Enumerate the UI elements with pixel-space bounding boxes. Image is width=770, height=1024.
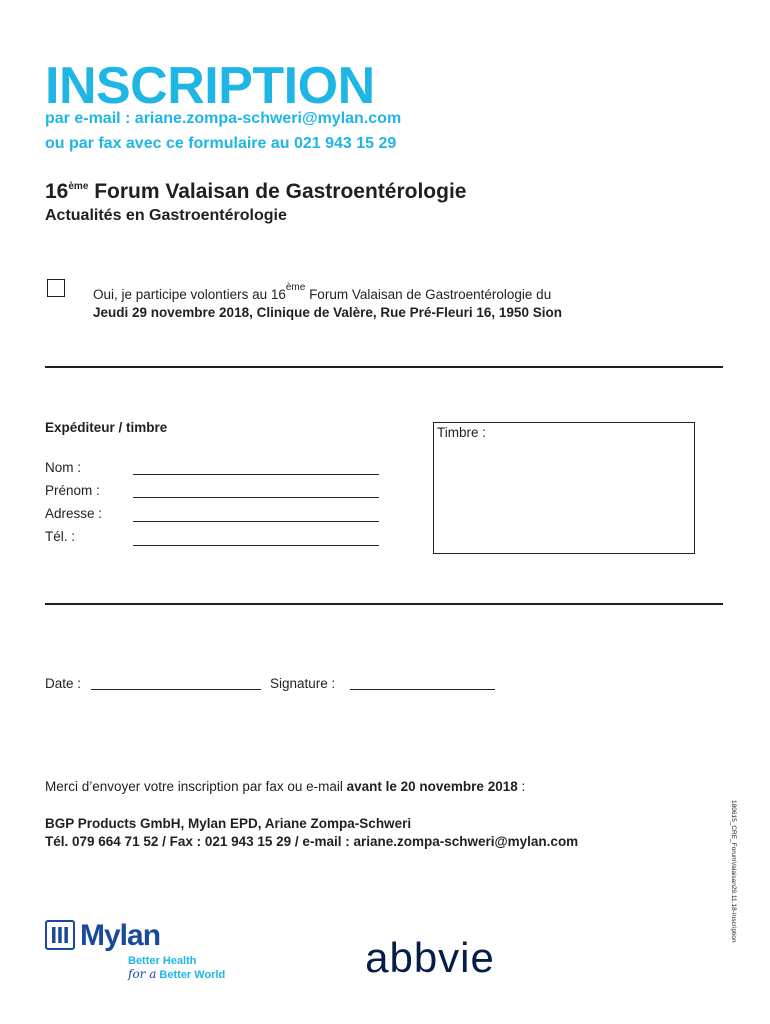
stamp-box [433, 422, 695, 554]
document-code: 180615_CRE_ForumValaisan29.11.18-Inscription [730, 800, 737, 943]
stamp-label: Timbre : [437, 425, 487, 440]
date-field[interactable] [91, 689, 261, 690]
event-details: Jeudi 29 novembre 2018, Clinique de Valère, Rue Pré-Fleuri 16, 1950 Sion [93, 305, 562, 320]
form-title: INSCRIPTION [45, 57, 375, 115]
participation-superscript: ème [285, 282, 306, 293]
adresse-label: Adresse : [45, 506, 103, 521]
deadline: avant le 20 novembre 2018 [346, 779, 518, 794]
signature-field[interactable] [350, 689, 495, 690]
event-number: 16 [45, 180, 69, 203]
adresse-field[interactable] [133, 521, 379, 522]
nom-field[interactable] [133, 474, 379, 475]
contact-company: BGP Products GmbH, Mylan EPD, Ariane Zompa-Schweri [45, 816, 412, 831]
participation-text-prefix: Oui, je participe volontiers au 16 [93, 287, 286, 302]
mylan-tagline-italic: for a [128, 967, 157, 981]
fax-instruction: ou par fax avec ce formulaire au 021 943 15 29 [45, 135, 397, 152]
event-superscript: ème [68, 181, 89, 192]
divider [45, 603, 723, 605]
email-instruction: par e-mail : ariane.zompa-schweri@mylan.com [45, 110, 402, 127]
mylan-tagline-1: Better Health [128, 955, 197, 967]
mylan-tagline-2 [128, 967, 225, 981]
sender-heading: Expéditeur / timbre [45, 420, 168, 435]
participation-text [93, 279, 562, 322]
signature-label: Signature : [270, 676, 336, 691]
nom-label: Nom : [45, 460, 82, 475]
event-name: Forum Valaisan de Gastroentérologie [88, 180, 467, 203]
mylan-bars-icon [51, 926, 69, 944]
abbvie-logo-text: abbvie [365, 936, 495, 981]
mylan-logo-text: Mylan [80, 919, 161, 952]
abbvie-logo [325, 936, 535, 982]
divider [45, 366, 723, 368]
tel-label: Tél. : [45, 529, 76, 544]
contact-details: Tél. 079 664 71 52 / Fax : 021 943 15 29 / e-mail : ariane.zompa-schweri@mylan.com [45, 834, 579, 849]
participation-text-suffix: Forum Valaisan de Gastroentérologie du [305, 287, 552, 302]
send-instruction-suffix: : [517, 779, 526, 794]
mylan-tagline-end: Better World [156, 969, 226, 981]
participation-checkbox[interactable] [47, 279, 65, 297]
event-subtitle: Actualités en Gastroentérologie [45, 207, 287, 224]
prenom-label: Prénom : [45, 483, 100, 498]
prenom-field[interactable] [133, 497, 379, 498]
event-title [45, 180, 466, 204]
send-instruction-prefix: Merci d’envoyer votre inscription par fax ou e-mail [45, 779, 347, 794]
date-label: Date : [45, 676, 82, 691]
send-instruction [45, 779, 525, 794]
tel-field[interactable] [133, 545, 379, 546]
contact-block [45, 815, 578, 851]
